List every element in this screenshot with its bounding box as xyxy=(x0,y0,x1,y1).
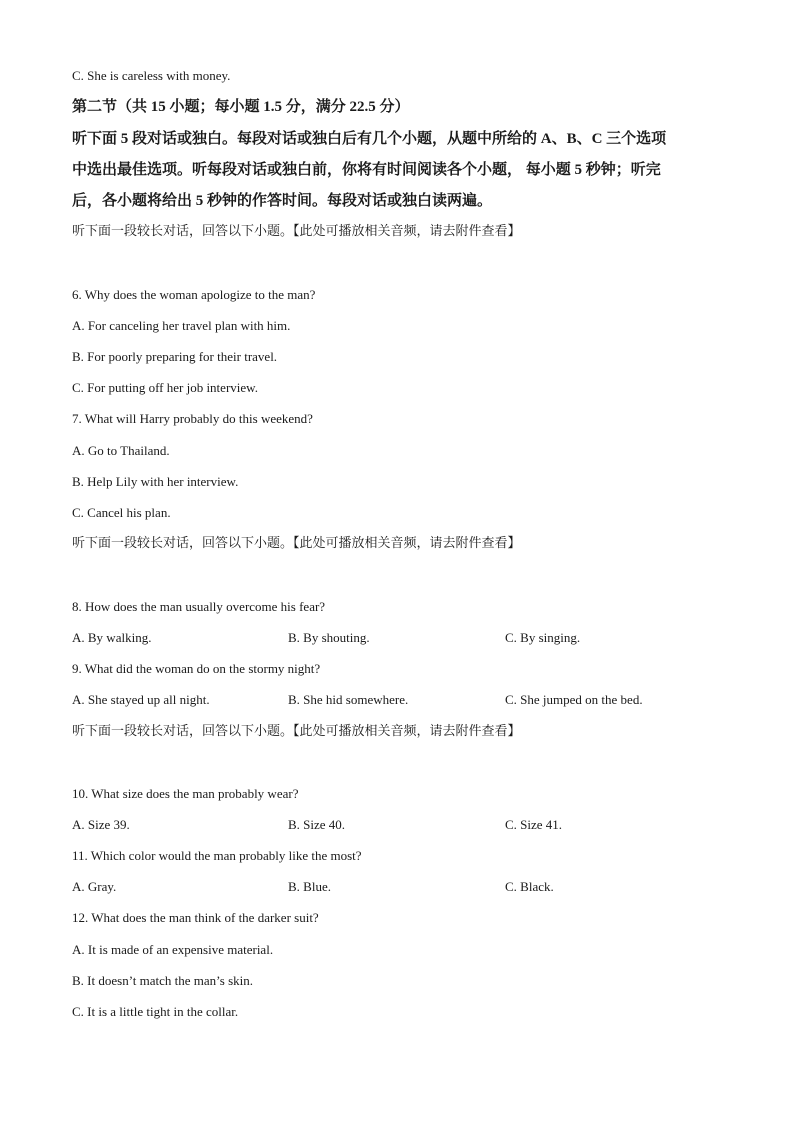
q11-option-b: B. Blue. xyxy=(288,879,331,894)
q8-options xyxy=(72,630,722,646)
question-10: 10. What size does the man probably wear? xyxy=(72,786,299,801)
audio-notice-2: 听下面一段较长对话，回答以下小题。【此处可播放相关音频，请去附件查看】 xyxy=(72,536,521,551)
q12-option-c: C. It is a little tight in the collar. xyxy=(72,1004,239,1019)
question-8: 8. How does the man usually overcome his fear? xyxy=(72,599,326,614)
section-heading: 第二节（共 15 小题；每小题 1.5 分，满分 22.5 分） xyxy=(72,99,410,115)
q11-option-a: A. Gray. xyxy=(72,879,117,894)
q9-option-c: C. She jumped on the bed. xyxy=(505,692,643,707)
q7-option-c: C. Cancel his plan. xyxy=(72,505,171,520)
instruction-line-1: 听下面 5 段对话或独白。每段对话或独白后有几个小题，从题中所给的 A、B、C 三个选项 xyxy=(72,131,667,147)
q12-option-b: B. It doesn’t match the man’s skin. xyxy=(72,973,254,988)
q10-option-c: C. Size 41. xyxy=(505,817,563,832)
q10-option-b: B. Size 40. xyxy=(288,817,346,832)
q6-option-c: C. For putting off her job interview. xyxy=(72,380,258,395)
question-11: 11. Which color would the man probably like the most? xyxy=(72,848,362,863)
q10-option-a: A. Size 39. xyxy=(72,817,130,832)
question-12: 12. What does the man think of the darker suit? xyxy=(72,910,319,925)
q8-option-c: C. By singing. xyxy=(505,630,581,645)
question-9: 9. What did the woman do on the stormy night? xyxy=(72,661,321,676)
q9-option-b: B. She hid somewhere. xyxy=(288,692,409,707)
prev-option-c: C. She is careless with money. xyxy=(72,68,231,83)
q6-option-a: A. For canceling her travel plan with him. xyxy=(72,318,291,333)
q6-option-b: B. For poorly preparing for their travel. xyxy=(72,349,278,364)
q11-options xyxy=(72,879,722,895)
q9-options xyxy=(72,692,722,708)
q12-option-a: A. It is made of an expensive material. xyxy=(72,942,274,957)
audio-notice-3: 听下面一段较长对话，回答以下小题。【此处可播放相关音频，请去附件查看】 xyxy=(72,724,521,739)
instruction-line-3: 后，各小题将给出 5 秒钟的作答时间。每段对话或独白读两遍。 xyxy=(72,193,493,209)
q8-option-b: B. By shouting. xyxy=(288,630,370,645)
question-7: 7. What will Harry probably do this weekend? xyxy=(72,411,313,426)
q7-option-a: A. Go to Thailand. xyxy=(72,443,170,458)
q9-option-a: A. She stayed up all night. xyxy=(72,692,210,707)
instruction-line-2: 中选出最佳选项。听每段对话或独白前，你将有时间阅读各个小题， 每小题 5 秒钟；听完 xyxy=(72,162,661,178)
question-6: 6. Why does the woman apologize to the man? xyxy=(72,287,316,302)
q8-option-a: A. By walking. xyxy=(72,630,152,645)
q7-option-b: B. Help Lily with her interview. xyxy=(72,474,239,489)
q10-options xyxy=(72,817,722,833)
audio-notice-1: 听下面一段较长对话，回答以下小题。【此处可播放相关音频，请去附件查看】 xyxy=(72,224,521,239)
q11-option-c: C. Black. xyxy=(505,879,554,894)
